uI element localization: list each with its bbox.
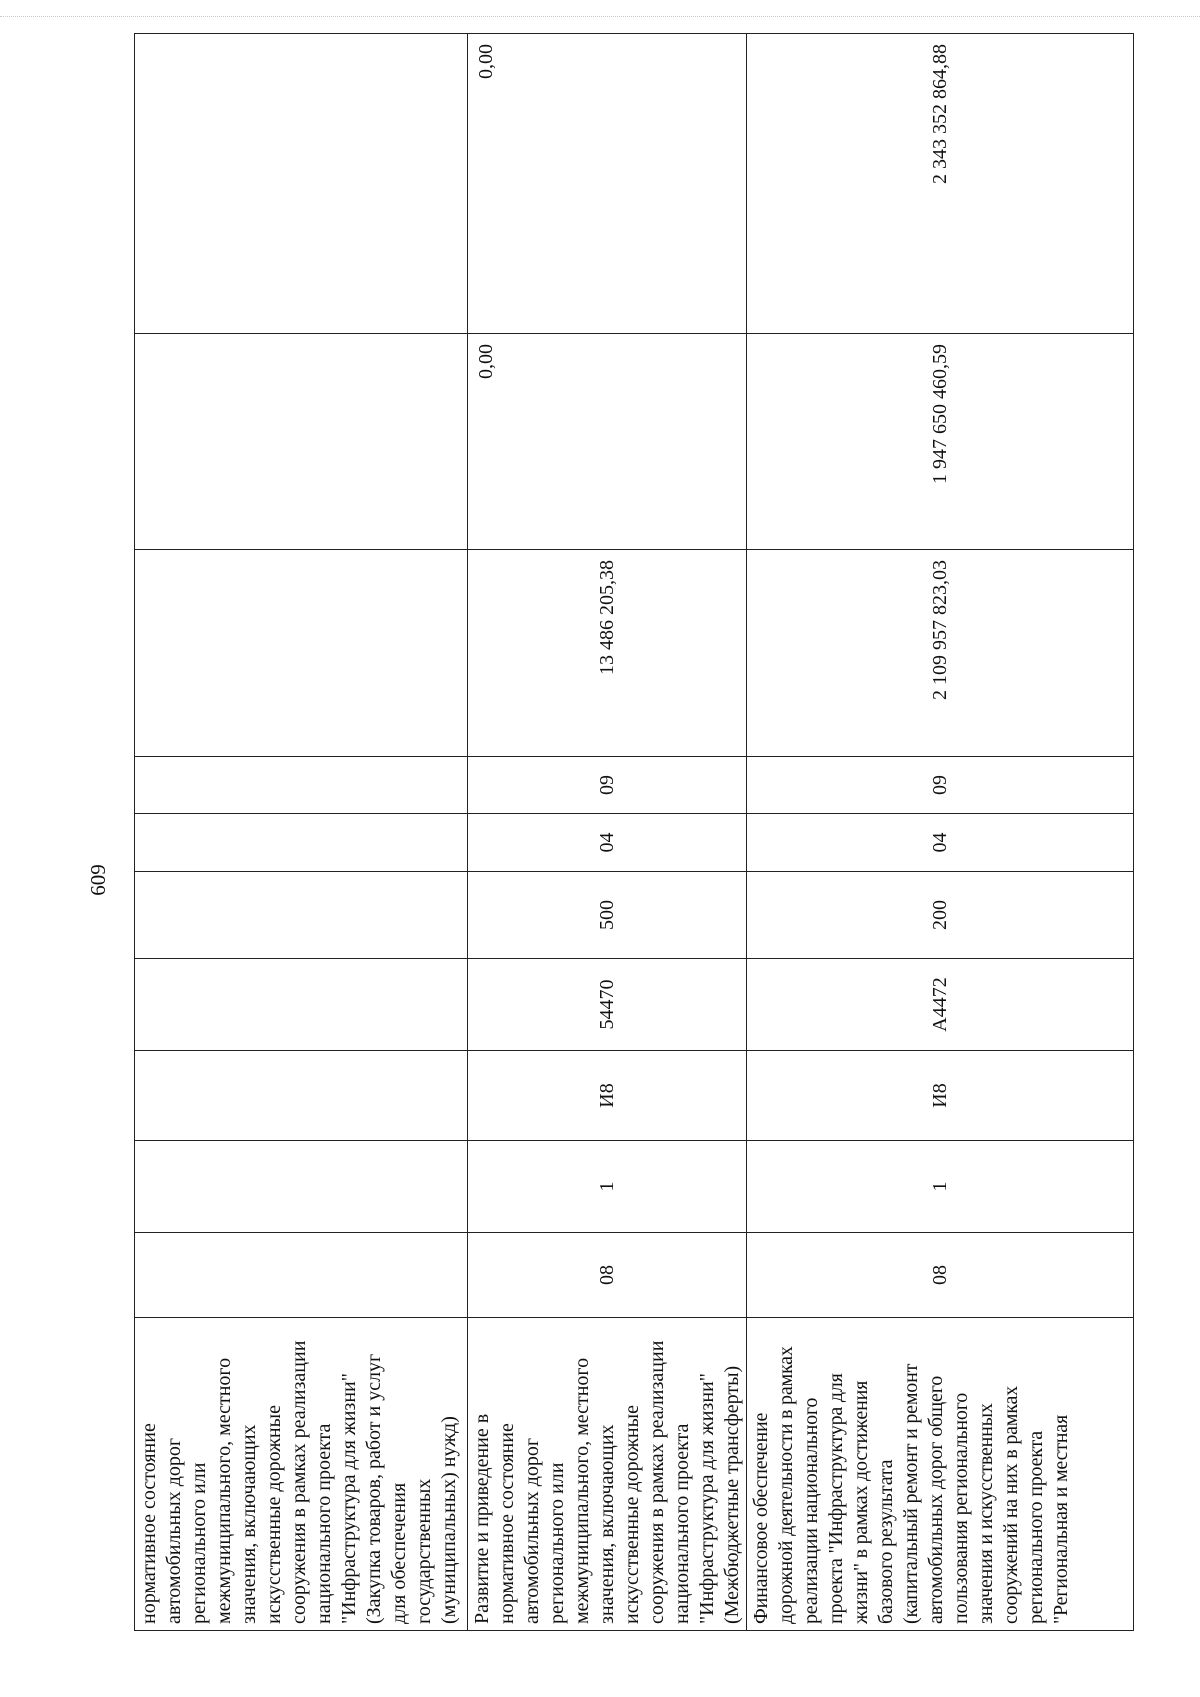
table-row [135,34,468,1631]
subprogram-code-cell [135,1141,468,1233]
table-row [468,34,747,1631]
amount-year2-cell [135,334,468,550]
direction-code-cell: 54470 [468,959,747,1051]
amount-year3-cell: 2 343 352 864,88 [747,34,1134,334]
section-code-cell: 04 [747,814,1134,872]
amount-year3-cell: 0,00 [468,34,747,334]
subsection-code-cell: 09 [747,757,1134,814]
gp-code-cell [135,1233,468,1318]
project-code-cell: И8 [747,1051,1134,1141]
direction-code-cell: А4472 [747,959,1134,1051]
expense-type-cell: 500 [468,872,747,959]
amount-year1-cell: 2 109 957 823,03 [747,550,1134,757]
budget-table [134,33,1134,1631]
rotated-table-container [134,34,1133,1631]
row-description: нормативное состояние автомобильных дорог регионального или межмуниципального, местного значения, включающих искусственные дорожные сооружения в рамках реализации национального проекта "Инфраструктура для жизни" (Закупка товаров, работ и услуг для обеспечения государственных (муниципальных) нужд) [135,1318,468,1631]
table-row [747,34,1134,1631]
subsection-code-cell [135,757,468,814]
amount-year3-cell [135,34,468,334]
subsection-code-cell: 09 [468,757,747,814]
subprogram-code-cell: 1 [747,1141,1134,1233]
project-code-cell: И8 [468,1051,747,1141]
row-description: Развитие и приведение в нормативное состояние автомобильных дорог регионального или межмуниципального, местного значения, включающих искусственные дорожные сооружения в рамках реализации национального проекта "Инфраструктура для жизни" (Межбюджетные трансферты) [468,1318,747,1631]
amount-year2-cell: 0,00 [468,334,747,550]
expense-type-cell [135,872,468,959]
amount-year2-cell: 1 947 650 460,59 [747,334,1134,550]
gp-code-cell: 08 [468,1233,747,1318]
gp-code-cell: 08 [747,1233,1134,1318]
section-code-cell [135,814,468,872]
amount-year1-cell [135,550,468,757]
subprogram-code-cell: 1 [468,1141,747,1233]
row-description: Финансовое обеспечение дорожной деятельности в рамках реализации национального проекта "Инфраструктура для жизни" в рамках достижения базового результата (капитальный ремонт и ремонт автомобильных дорог общего пользования регионального значения и искусственных сооружений на них в рамках регионального проекта "Региональная и местная [747,1318,1134,1631]
direction-code-cell [135,959,468,1051]
expense-type-cell: 200 [747,872,1134,959]
scan-top-edge [0,16,1200,17]
project-code-cell [135,1051,468,1141]
section-code-cell: 04 [468,814,747,872]
page-number: 609 [86,864,110,896]
amount-year1-cell: 13 486 205,38 [468,550,747,757]
